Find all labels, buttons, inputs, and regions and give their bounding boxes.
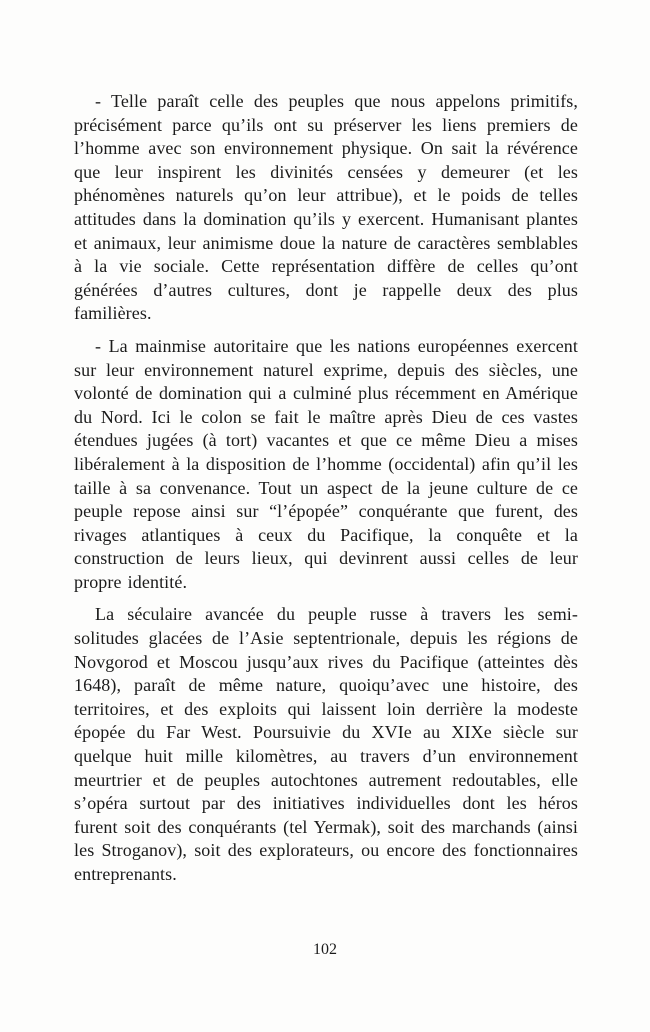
page-text-block (74, 90, 578, 896)
paragraph-3: La séculaire avancée du peuple russe à travers les semi-solitudes glacées de l’Asie septentrionale, depuis les régions de Novgorod et Moscou jusqu’aux rives du Pacifique (atteintes dès 1648), paraît de même nature, quoiqu’avec une histoire, des territoires, et des exploits qui laissent loin derrière la modeste épopée du Far West. Poursuivie du XVIe au XIXe siècle sur quelque huit mille kilomètres, au travers d’un environnement meurtrier et de peuples autochtones autrement redoutables, elle s’opéra surtout par des initiatives individuelles dont les héros furent soit des conquérants (tel Yermak), soit des marchands (ainsi les Stroganov), soit des explorateurs, ou encore des fonctionnaires entreprenants. (74, 604, 578, 884)
paragraph-1: - Telle paraît celle des peuples que nous appelons primitifs, précisément parce qu’ils ont su préserver les liens premiers de l’homme avec son environnement physique. On sait la révérence que leur inspirent les divinités censées y demeurer (et les phénomènes naturels qu’on leur attribue), et le poids de telles attitudes dans la domination qu’ils y exercent. Humanisant plantes et animaux, leur animisme doue la nature de caractères semblables à la vie sociale. Cette représentation diffère de celles qu’ont générées d’autres cultures, dont je rappelle deux des plus familières. (74, 91, 578, 324)
page-number: 102 (313, 941, 337, 958)
paragraph-2: - La mainmise autoritaire que les nations européennes exercent sur leur environnement naturel exprime, depuis des siècles, une volonté de domination qui a culminé plus récemment en Amérique du Nord. Ici le colon se fait le maître après Dieu de ces vastes étendues jugées (à tort) vacantes et que ce même Dieu a mises libéralement à la disposition de l’homme (occidental) afin qu’il les taille à sa convenance. Tout un aspect de la jeune culture de ce peuple repose ainsi sur “l’épopée” conquérante que furent, des rivages atlantiques à ceux du Pacifique, la conquête et la construction de leurs lieux, qui devinrent aussi celles de leur propre identité. (74, 335, 578, 592)
